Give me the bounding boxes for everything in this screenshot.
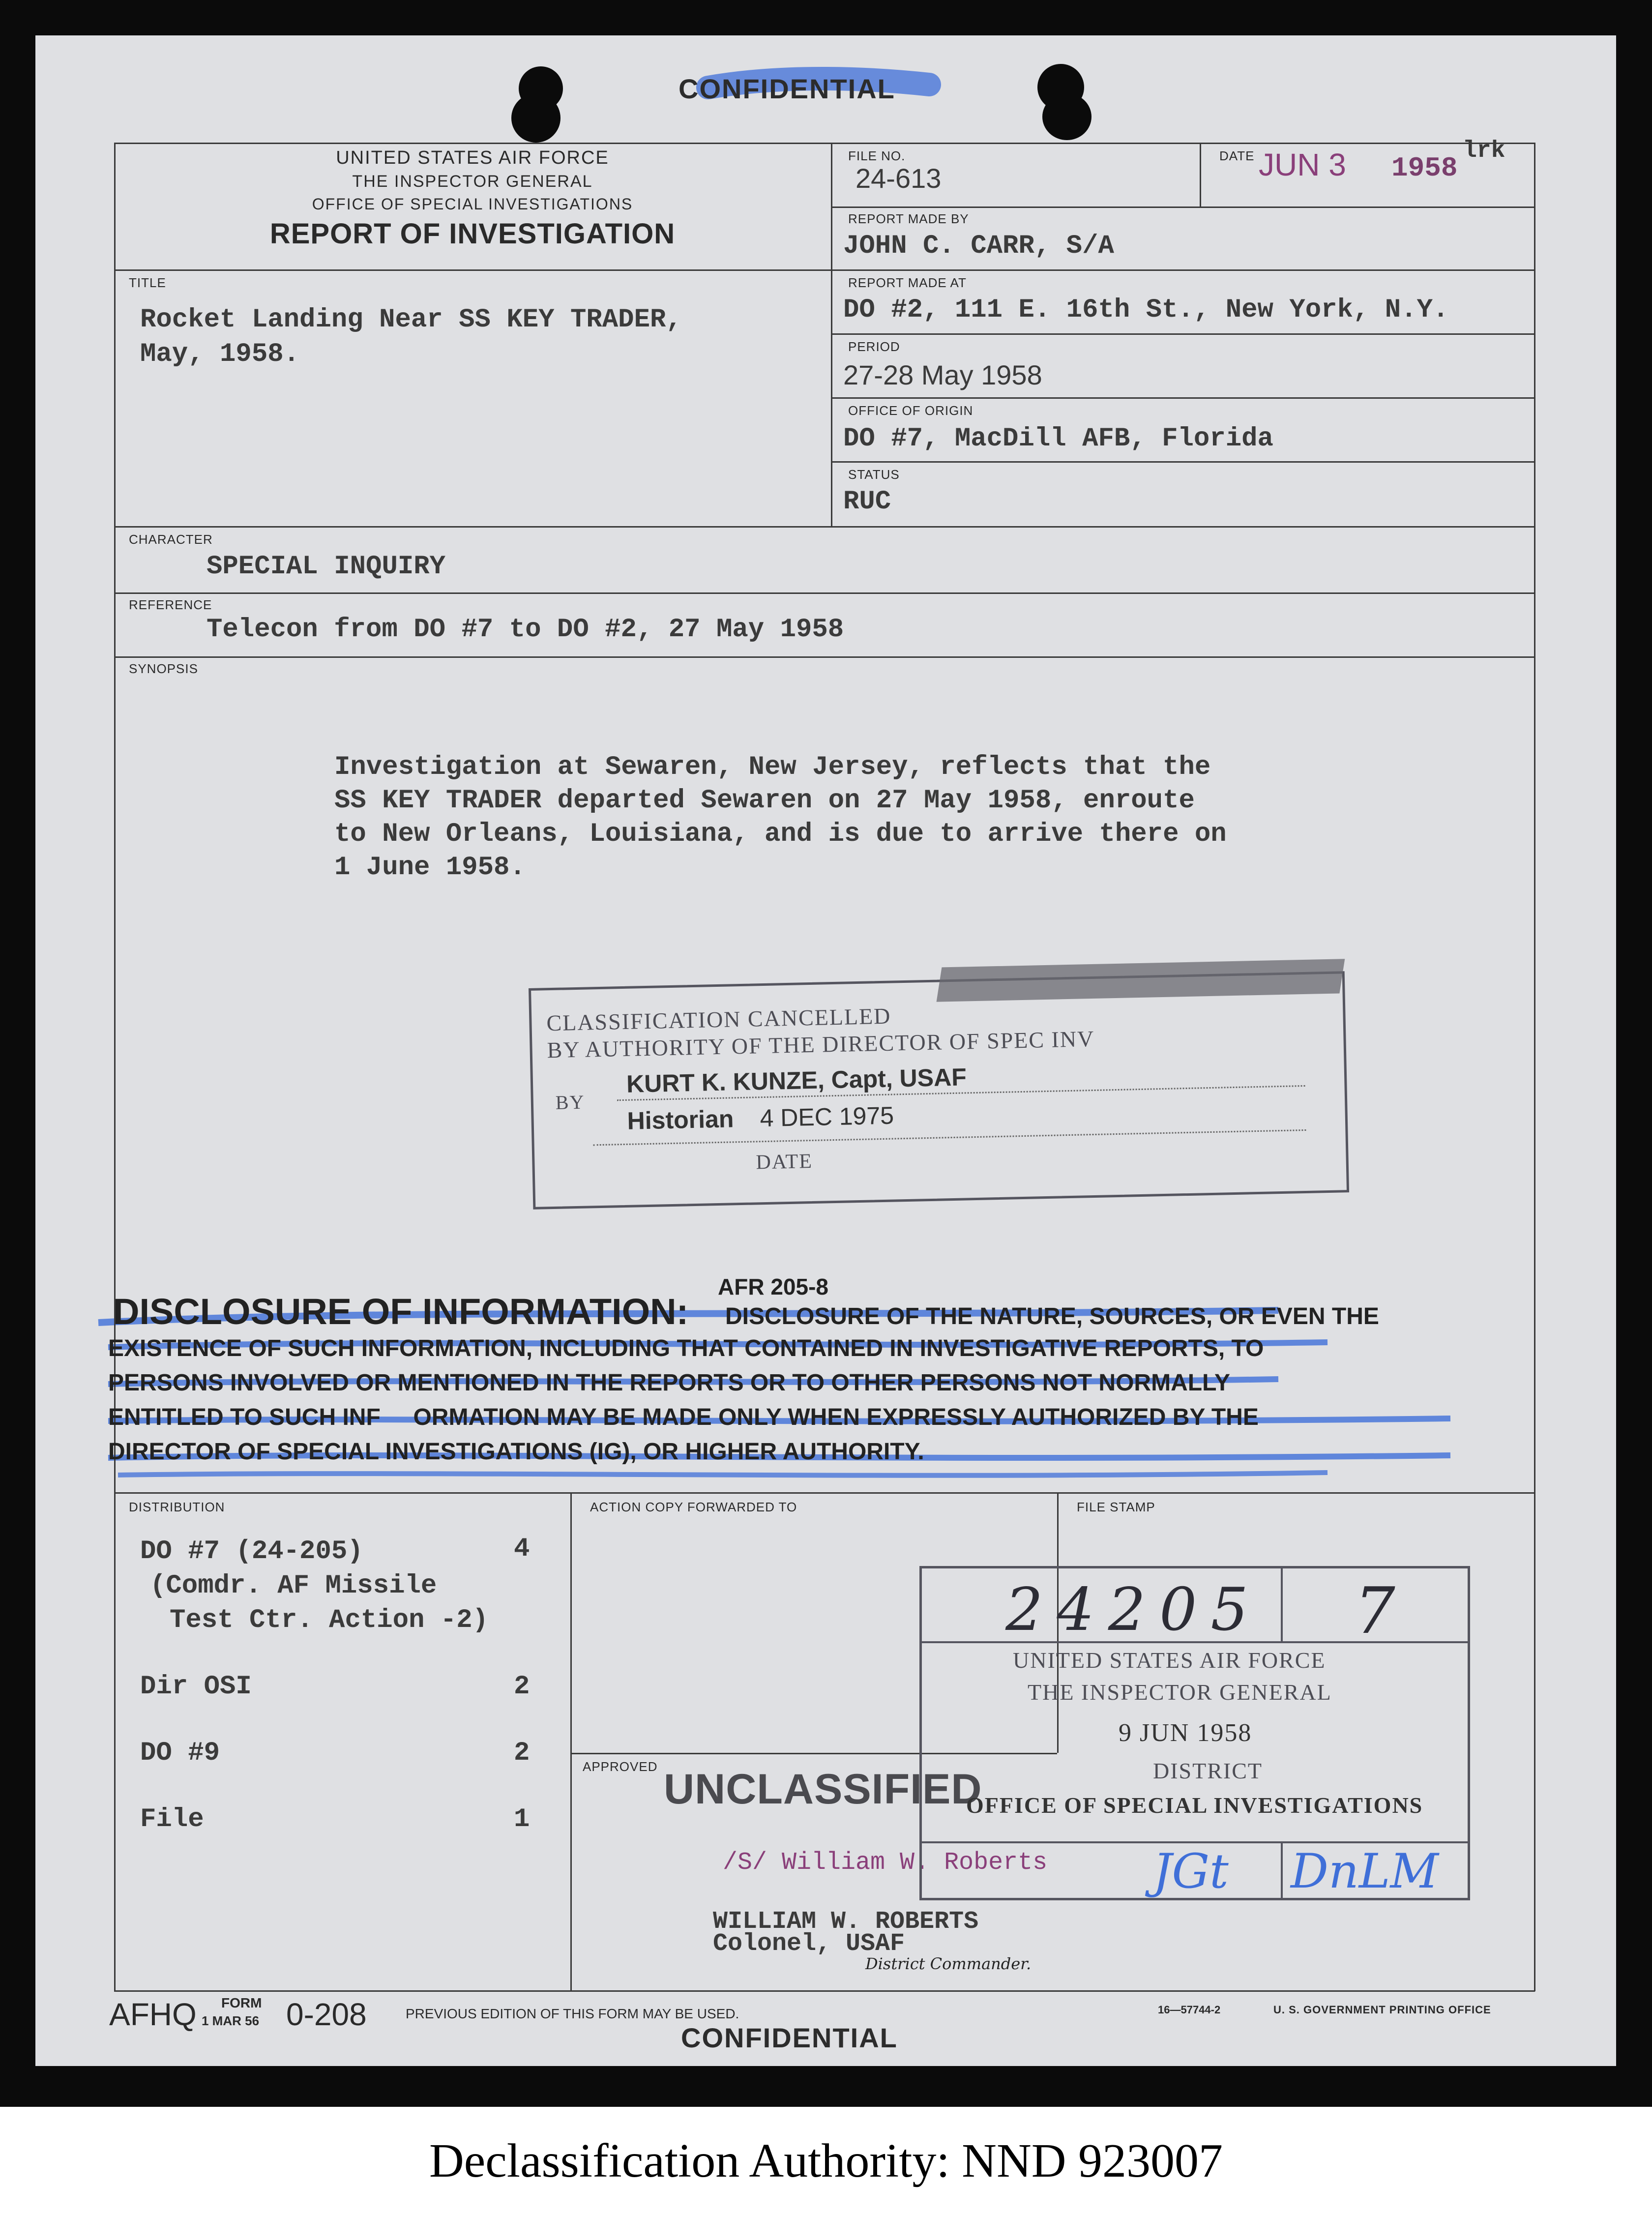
reference-label: REFERENCE	[129, 597, 212, 612]
rule	[831, 269, 1534, 271]
org-line-1: UNITED STATES AIR FORCE	[336, 148, 609, 168]
org-line-2: THE INSPECTOR GENERAL	[352, 172, 593, 191]
rule	[114, 1990, 1535, 1992]
status: RUC	[843, 487, 891, 517]
disclosure-heading: DISCLOSURE OF INFORMATION:	[113, 1291, 689, 1332]
stamp-line-2: BY AUTHORITY OF THE DIRECTOR OF SPEC INV	[547, 1026, 1095, 1063]
rule	[114, 526, 1535, 528]
form-gpo: U. S. GOVERNMENT PRINTING OFFICE	[1273, 2004, 1491, 2016]
form-afhq: AFHQ	[109, 1997, 197, 2032]
report-made-by-label: REPORT MADE BY	[848, 211, 969, 226]
disclosure-line-5: DIRECTOR OF SPECIAL INVESTIGATIONS (IG), OR HIGHER AUTHORITY.	[108, 1439, 924, 1465]
character: SPECIAL INQUIRY	[206, 552, 446, 582]
afr-number: AFR 205-8	[718, 1274, 828, 1299]
rule	[114, 656, 1535, 658]
file-no: 24-613	[856, 163, 942, 194]
rule	[114, 1492, 116, 1991]
file-stamp-initials-2: DnLM	[1291, 1844, 1439, 1899]
distribution-label: DISTRIBUTION	[129, 1500, 225, 1514]
rule	[831, 207, 1534, 208]
distribution-count: 2	[514, 1672, 530, 1702]
title-label: TITLE	[129, 275, 166, 290]
file-stamp-district: DISTRICT	[1153, 1758, 1263, 1783]
reference: Telecon from DO #7 to DO #2, 27 May 1958	[206, 615, 844, 645]
file-stamp-initials-1: JGt	[1153, 1844, 1229, 1899]
disclosure-line-3: PERSONS INVOLVED OR MENTIONED IN THE REPORTS OR TO OTHER PERSONS NOT NORMALLY	[108, 1370, 1230, 1396]
org-line-3: OFFICE OF SPECIAL INVESTIGATIONS	[312, 195, 633, 213]
period: 27-28 May 1958	[843, 359, 1042, 390]
date-label: DATE	[1219, 148, 1255, 163]
file-stamp-divider	[1281, 1568, 1283, 1642]
rule	[114, 143, 1535, 144]
signer-name: WILLIAM W. ROBERTS	[713, 1908, 979, 1936]
file-stamp-office: OFFICE OF SPECIAL INVESTIGATIONS	[966, 1793, 1423, 1818]
disclosure-line-4: ENTITLED TO SUCH INF ORMATION MAY BE MADE ONLY WHEN EXPRESSLY AUTHORIZED BY THE	[108, 1404, 1259, 1430]
character-label: CHARACTER	[129, 532, 213, 547]
declassification-authority: Declassification Authority: NND 923007	[429, 2134, 1223, 2187]
rule	[1534, 143, 1535, 1497]
file-stamp-label: FILE STAMP	[1077, 1500, 1155, 1514]
form-previous-edition: PREVIOUS EDITION OF THIS FORM MAY BE USED.	[406, 2006, 739, 2021]
unclassified-stamp: UNCLASSIFIED	[664, 1766, 982, 1813]
report-title: REPORT OF INVESTIGATION	[269, 218, 676, 250]
signature-stamp: /S/ William W. Roberts	[723, 1849, 1048, 1877]
file-stamp-box	[919, 1566, 1470, 1900]
title-line-2: May, 1958.	[140, 339, 300, 369]
distribution-count: 2	[514, 1738, 530, 1768]
action-label: ACTION COPY FORWARDED TO	[590, 1500, 797, 1514]
distribution-name: DO #9	[140, 1738, 220, 1768]
file-no-label: FILE NO.	[848, 148, 906, 163]
stamp-by-label: BY	[555, 1091, 585, 1114]
report-made-at: DO #2, 111 E. 16th St., New York, N.Y.	[843, 295, 1449, 325]
declassification-stamp	[529, 971, 1349, 1210]
synopsis-line: 1 June 1958.	[334, 853, 526, 883]
title-line-1: Rocket Landing Near SS KEY TRADER,	[140, 305, 682, 335]
period-label: PERIOD	[848, 339, 900, 354]
disclosure-line-2: EXISTENCE OF SUCH INFORMATION, INCLUDING THAT CONTAINED IN INVESTIGATIVE REPORTS, TO	[108, 1335, 1264, 1361]
form-date: 1 MAR 56	[202, 2013, 260, 2028]
file-stamp-rule	[922, 1841, 1468, 1843]
form-word: FORM	[221, 1995, 262, 2010]
report-made-at-label: REPORT MADE AT	[848, 275, 967, 290]
stamp-date-label: DATE	[756, 1150, 813, 1174]
distribution-name: Test Ctr. Action -2)	[170, 1605, 489, 1635]
distribution-name: Dir OSI	[140, 1672, 252, 1702]
approved-label: APPROVED	[583, 1759, 658, 1774]
file-stamp-suffix: 7	[1355, 1573, 1395, 1648]
signer-title: District Commander.	[865, 1954, 1032, 1973]
synopsis-line: to New Orleans, Louisiana, and is due to arrive there on	[334, 819, 1227, 849]
stamp-line-1: CLASSIFICATION CANCELLED	[546, 1003, 891, 1036]
file-stamp-divider	[1281, 1841, 1283, 1898]
distribution-count: 4	[514, 1534, 530, 1564]
stamp-name: KURT K. KUNZE, Capt, USAF	[626, 1063, 967, 1098]
synopsis-line: SS KEY TRADER departed Sewaren on 27 May 1958, enroute	[334, 786, 1195, 816]
rule	[831, 333, 1534, 335]
confidential-top: CONFIDENTIAL	[678, 73, 895, 104]
file-stamp-date: 9 JUN 1958	[1119, 1719, 1252, 1747]
disclosure-line-1: DISCLOSURE OF THE NATURE, SOURCES, OR EVEN THE	[725, 1303, 1379, 1329]
file-stamp-number: 24205	[1005, 1576, 1262, 1644]
rule	[114, 269, 831, 271]
distribution-count: 1	[514, 1804, 530, 1834]
rule	[831, 461, 1534, 463]
date-year: 1958	[1391, 152, 1458, 184]
office-of-origin: DO #7, MacDill AFB, Florida	[843, 424, 1273, 454]
synopsis-label: SYNOPSIS	[129, 661, 198, 676]
office-of-origin-label: OFFICE OF ORIGIN	[848, 403, 974, 418]
report-made-by: JOHN C. CARR, S/A	[843, 231, 1114, 261]
file-stamp-line-2: THE INSPECTOR GENERAL	[1028, 1680, 1332, 1705]
stamp-date-value: 4 DEC 1975	[760, 1101, 894, 1132]
status-label: STATUS	[848, 467, 900, 482]
form-number: 0-208	[286, 1997, 367, 2032]
date-stamp: JUN 3	[1259, 147, 1346, 182]
distribution-name: (Comdr. AF Missile	[150, 1571, 437, 1601]
rule	[1534, 1492, 1535, 1991]
signer-rank: Colonel, USAF	[713, 1930, 905, 1958]
rule	[570, 1492, 572, 1991]
rule	[1200, 143, 1201, 207]
distribution-name: File	[140, 1804, 204, 1834]
distribution-name: DO #7 (24-205)	[140, 1536, 363, 1566]
clerk-initials: lrk	[1463, 138, 1505, 164]
rule	[114, 592, 1535, 594]
form-print-number: 16—57744-2	[1158, 2004, 1221, 2016]
confidential-bottom: CONFIDENTIAL	[681, 2022, 898, 2053]
file-stamp-line-1: UNITED STATES AIR FORCE	[1013, 1648, 1326, 1673]
stamp-role: Historian	[627, 1105, 734, 1135]
rule	[831, 397, 1534, 399]
synopsis-line: Investigation at Sewaren, New Jersey, reflects that the	[334, 752, 1211, 782]
rule	[114, 1492, 1535, 1494]
